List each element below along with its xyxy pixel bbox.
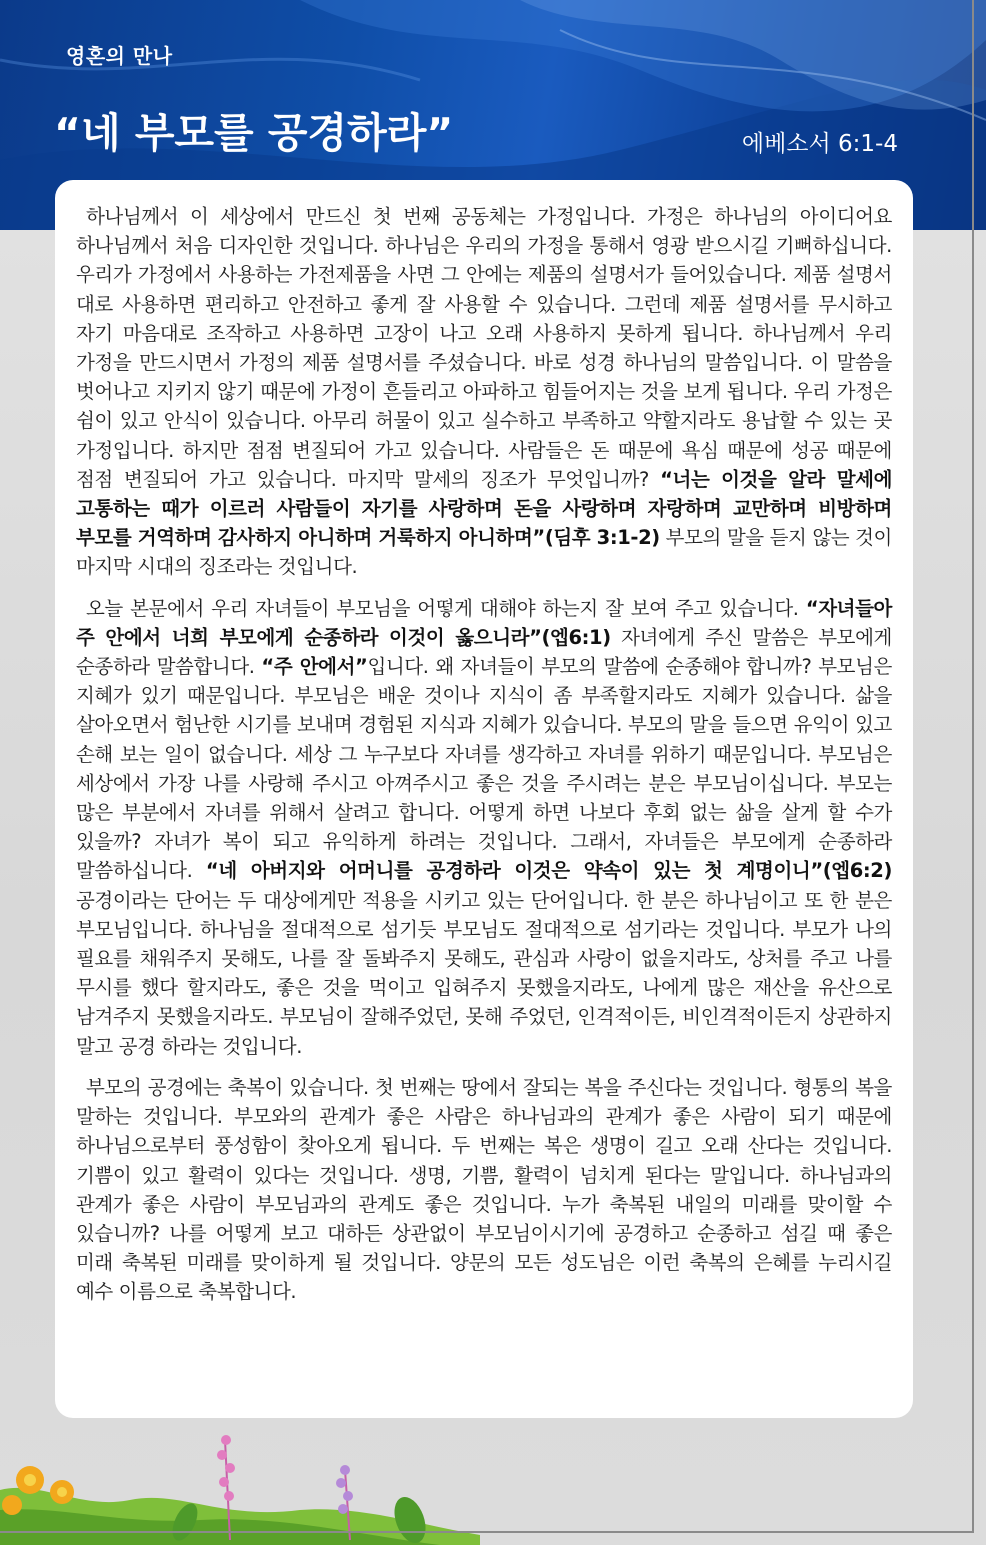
series-label: 영혼의 만나 xyxy=(66,44,173,68)
paragraph-2-text: 오늘 본문에서 우리 자녀들이 부모님을 어떻게 대해야 하는지 잘 보여 주고 있습니다. xyxy=(86,596,806,620)
frame-border-right xyxy=(972,0,974,1533)
sermon-body xyxy=(76,202,892,1319)
verse-quote-timothy: “너는 이것을 알라 말세에 고통하는 때가 이르러 사람들이 자기를 사랑하며 돈을 사랑하며 자랑하며 교만하며 비방하며 부모를 거역하며 감사하지 아니하며 거룩하지 아니하며”(딤후 3:1-2) xyxy=(76,467,893,550)
scripture-reference: 에베소서 6:1-4 xyxy=(741,131,898,157)
paragraph-2-text-c: 입니다. 왜 자녀들이 부모의 말씀에 순종해야 합니까? 부모님은 지혜가 있기 때문입니다. 부모님은 배운 것이나 지식이 좀 부족할지라도 지혜가 있습니다. 삶을 살아오면서 험난한 시기를 보내며 경험된 지식과 지혜가 있습니다. 부모의 말을 들으면 유익이 있고 손해 보는 일이 없습니다. 세상 그 누구보다 자녀를 생각하고 자녀를 위하기 때문입니다. 부모님은 세상에서 가장 나를 사랑해 주시고 아껴주시고 좋은 것을 주시려는 분은 부모님이십니다. 부모는 많은 부분에서 자녀를 위해서 살려고 합니다. 어떻게 하면 나보다 후회 없는 삶을 살게 할 수가 있을까? 자녀가 복이 되고 유익하게 하려는 것입니다. 그래서, 자녀들은 부모에게 순종하라 말씀하십니다. xyxy=(76,655,892,883)
paragraph-1-text-end: 부모의 말을 듣지 않는 것이 마지막 시대의 징조라는 것입니다. xyxy=(76,526,892,579)
phrase-in-the-lord: “주 안에서” xyxy=(261,655,368,679)
frame-border-bottom xyxy=(0,1531,974,1533)
verse-quote-eph-6-1: “자녀들아 주 안에서 너희 부모에게 순종하라 이것이 옳으니라”(엡6:1) xyxy=(76,596,892,649)
paragraph-1 xyxy=(76,202,892,582)
flower-decoration xyxy=(0,1410,520,1545)
paragraph-2 xyxy=(76,594,892,1061)
paragraph-2-text-b: 자녀에게 주신 말씀은 부모에게 순종하라 말씀합니다. xyxy=(76,625,892,679)
paragraph-2-text-d: 공경이라는 단어는 두 대상에게만 적용을 시키고 있는 단어입니다. 한 분은 하나님이고 또 한 분은 부모님입니다. 하나님을 절대적으로 섬기듯 부모님도 절대적으로 섬기라는 것입니다. 부모가 나의 필요를 채워주지 못해도, 나를 잘 돌봐주지 못해도, 관심과 사랑이 없을지라도, 상처를 주고 나를 무시를 했다 할지라도, 좋은 것을 먹이고 입혀주지 못했을지라도, 나에게 많은 재산을 유산으로 남겨주지 못했을지라도. 부모님이 잘해주었던, 못해 주었던, 인격적이든, 비인격적이든지 상관하지 말고 공경 하라는 것입니다. xyxy=(76,888,892,1058)
sermon-title: “네 부모를 공경하라” xyxy=(54,109,454,157)
paragraph-1-text: 하나님께서 이 세상에서 만드신 첫 번째 공동체는 가정입니다. 가정은 하나님의 아이디어요 하나님께서 처음 디자인한 것입니다. 하나님은 우리의 가정을 통해서 영광 받으시길 기뻐하십니다. 우리가 가정에서 사용하는 가전제품을 사면 그 안에는 제품의 설명서가 들어있습니다. 제품 설명서 대로 사용하면 편리하고 안전하고 좋게 잘 사용할 수 있습니다. 그런데 제품 설명서를 무시하고 자기 마음대로 조작하고 사용하면 고장이 나고 오래 사용하지 못하게 됩니다. 하나님께서 우리 가정을 만드시면서 가정의 제품 설명서를 주셨습니다. 바로 성경 하나님의 말씀입니다. 이 말씀을 벗어나고 지키지 않기 때문에 가정이 흔들리고 아파하고 힘들어지는 것을 보게 됩니다. 우리 가정은 쉼이 있고 안식이 있습니다. 아무리 허물이 있고 실수하고 부족하고 약할지라도 용납할 수 있는 곳 가정입니다. 하지만 점점 변질되어 가고 있습니다. 사람들은 돈 때문에 욕심 때문에 성공 때문에 점점 변질되어 가고 있습니다. 마지막 말세의 징조가 무엇입니까? xyxy=(76,205,892,491)
verse-quote-eph-6-2: “네 아버지와 어머니를 공경하라 이것은 약속이 있는 첫 계명이니”(엡6:2) xyxy=(205,859,892,883)
paragraph-3: 부모의 공경에는 축복이 있습니다. 첫 번째는 땅에서 잘되는 복을 주신다는 것입니다. 형통의 복을 말하는 것입니다. 부모와의 관계가 좋은 사람은 하나님과의 관계가 좋은 사람이 되기 때문에 하나님으로부터 풍성함이 찾아오게 됩니다. 두 번째는 복은 생명이 길고 오래 산다는 것입니다. 기쁨이 있고 활력이 있다는 것입니다. 생명, 기쁨, 활력이 넘치게 된다는 말입니다. 하나님과의 관계가 좋은 사람이 부모님과의 관계도 좋은 것입니다. 누가 축복된 내일의 미래를 맞이할 수 있습니까? 나를 어떻게 보고 대하든 상관없이 부모님이시기에 공경하고 순종하고 섬길 때 좋은 미래 축복된 미래를 맞이하게 될 것입니다. 양문의 모든 성도님은 이런 축복의 은혜를 누리시길 예수 이름으로 축복합니다. xyxy=(76,1075,892,1304)
